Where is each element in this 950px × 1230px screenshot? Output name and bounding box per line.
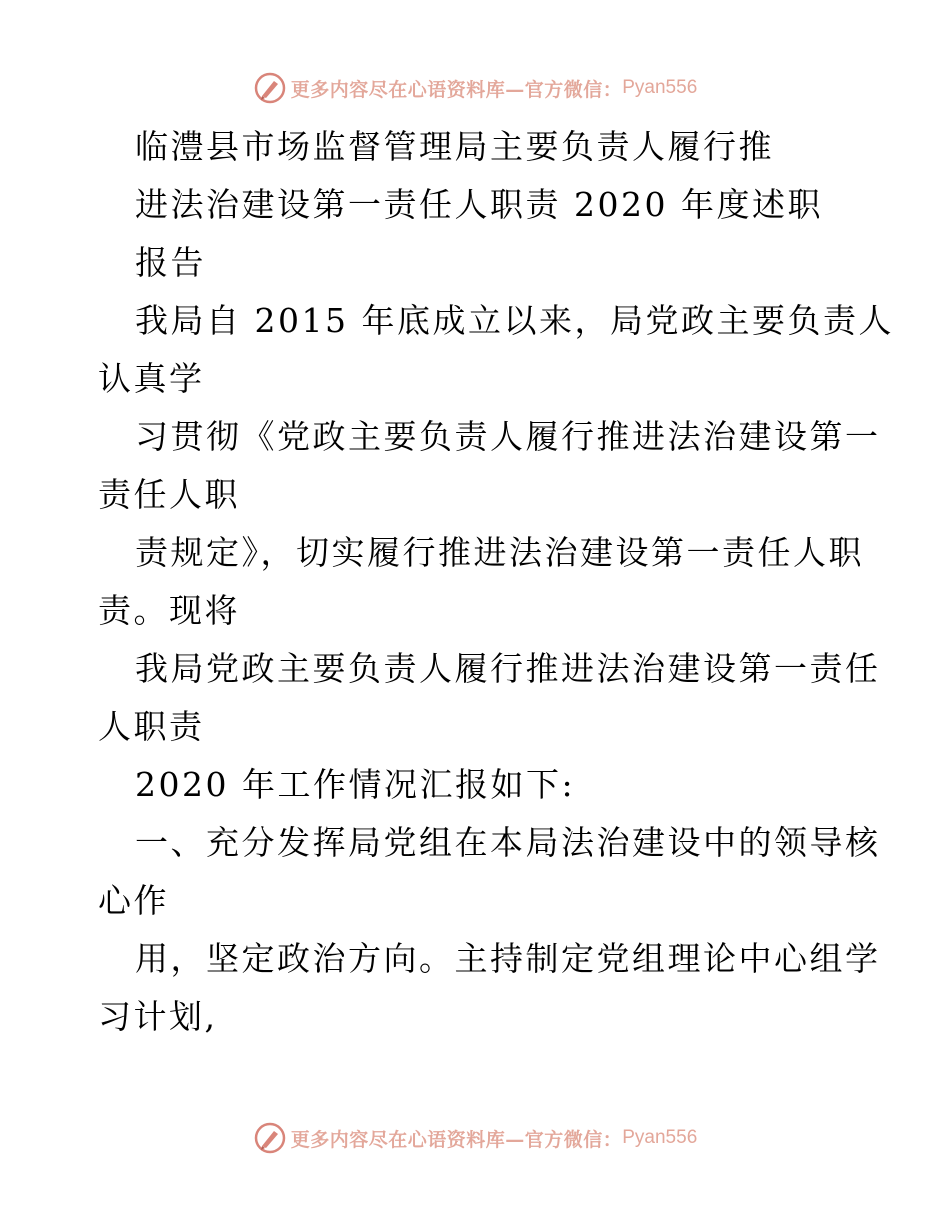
paragraph-line: 我局自 2015 年底成立以来，局党政主要负责人	[135, 301, 894, 340]
title-line-2: 进法治建设第一责任人职责 2020 年度述职	[135, 185, 823, 224]
pen-nib-logo-icon	[253, 71, 287, 105]
paragraph-line: 习计划,	[98, 997, 218, 1036]
paragraph-line: 人职责	[98, 707, 205, 746]
watermark-text: 更多内容尽在心语资料库—官方微信：	[290, 78, 623, 101]
paragraph-line: 2020 年工作情况汇报如下:	[135, 765, 576, 804]
watermark-wechat-id: Pyan556	[622, 77, 698, 98]
header-watermark	[0, 68, 950, 108]
paragraph-line: 责任人职	[98, 475, 240, 514]
footer-watermark	[0, 1118, 950, 1158]
paragraph-line: 我局党政主要负责人履行推进法治建设第一责任	[135, 649, 881, 688]
paragraph-line: 认真学	[98, 359, 205, 398]
paragraph-line: 习贯彻《党政主要负责人履行推进法治建设第一	[135, 417, 881, 456]
title-line-3: 报告	[135, 243, 206, 282]
paragraph-line: 责规定》，切实履行推进法治建设第一责任人职	[135, 533, 864, 572]
paragraph-line: 心作	[98, 881, 169, 920]
title-line-1: 临澧县市场监督管理局主要负责人履行推	[135, 127, 774, 166]
paragraph-line: 责。现将	[98, 591, 240, 630]
pen-nib-logo-icon	[253, 1121, 287, 1155]
watermark-wechat-id: Pyan556	[622, 1127, 698, 1148]
watermark-text: 更多内容尽在心语资料库—官方微信：	[290, 1128, 623, 1151]
document-body	[98, 118, 894, 1046]
paragraph-line: 用，坚定政治方向。主持制定党组理论中心组学	[135, 939, 881, 978]
paragraph-line: 一、充分发挥局党组在本局法治建设中的领导核	[135, 823, 881, 862]
